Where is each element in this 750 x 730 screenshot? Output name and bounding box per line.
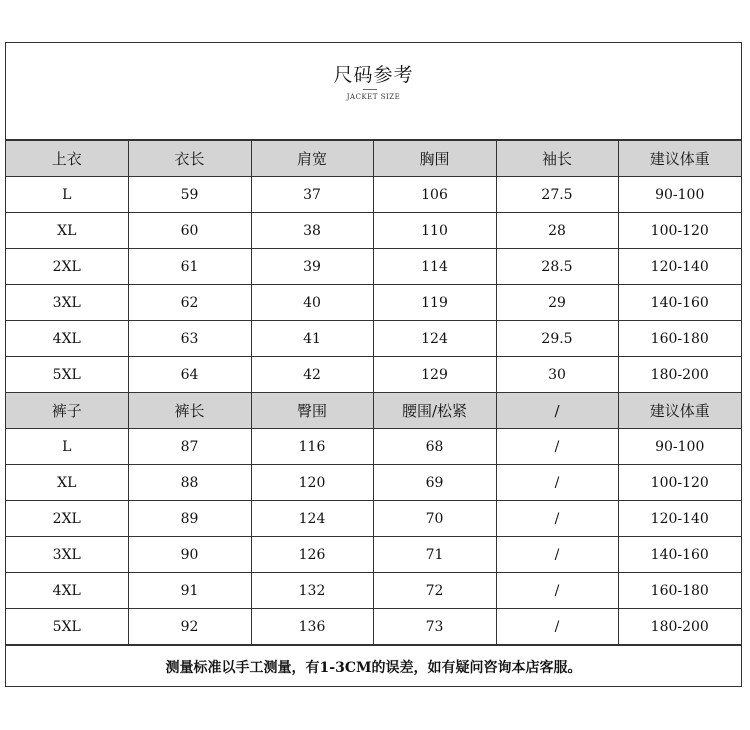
table-cell: / <box>496 429 618 465</box>
table-row <box>6 249 741 285</box>
table-cell: 132 <box>251 573 373 609</box>
table-cell: 2XL <box>6 501 128 537</box>
table-cell: 180-200 <box>618 357 741 393</box>
table-cell: 73 <box>373 609 496 645</box>
table-cell: 116 <box>251 429 373 465</box>
table-row <box>6 177 741 213</box>
size-chart <box>5 42 742 687</box>
title-divider <box>363 89 377 90</box>
top-header-cell: 袖长 <box>496 141 618 177</box>
table-cell: L <box>6 429 128 465</box>
table-cell: 28.5 <box>496 249 618 285</box>
table-cell: 140-160 <box>618 285 741 321</box>
bottom-header-cell: / <box>496 393 618 429</box>
table-cell: 61 <box>128 249 251 285</box>
table-cell: 160-180 <box>618 321 741 357</box>
table-cell: / <box>496 609 618 645</box>
bottom-header-cell: 建议体重 <box>618 393 741 429</box>
table-cell: 5XL <box>6 357 128 393</box>
table-row <box>6 609 741 645</box>
table-cell: 39 <box>251 249 373 285</box>
table-cell: 60 <box>128 213 251 249</box>
table-cell: 92 <box>128 609 251 645</box>
table-cell: 114 <box>373 249 496 285</box>
table-row <box>6 357 741 393</box>
table-cell: 64 <box>128 357 251 393</box>
table-cell: 119 <box>373 285 496 321</box>
size-table <box>6 140 741 645</box>
table-cell: 27.5 <box>496 177 618 213</box>
table-cell: 120 <box>251 465 373 501</box>
table-cell: L <box>6 177 128 213</box>
table-row <box>6 573 741 609</box>
table-cell: 110 <box>373 213 496 249</box>
top-header-cell: 肩宽 <box>251 141 373 177</box>
table-cell: 129 <box>373 357 496 393</box>
table-cell: 89 <box>128 501 251 537</box>
title-area <box>6 43 741 140</box>
top-header-cell: 建议体重 <box>618 141 741 177</box>
table-cell: 90-100 <box>618 429 741 465</box>
table-cell: 62 <box>128 285 251 321</box>
table-cell: 3XL <box>6 537 128 573</box>
table-cell: 90 <box>128 537 251 573</box>
bottom-header-cell: 腰围/松紧 <box>373 393 496 429</box>
table-cell: 4XL <box>6 321 128 357</box>
table-cell: 38 <box>251 213 373 249</box>
table-row <box>6 465 741 501</box>
table-cell: 120-140 <box>618 249 741 285</box>
table-cell: 41 <box>251 321 373 357</box>
table-cell: 126 <box>251 537 373 573</box>
table-cell: 28 <box>496 213 618 249</box>
bottom-header-cell: 裤长 <box>128 393 251 429</box>
table-cell: 71 <box>373 537 496 573</box>
table-cell: / <box>496 573 618 609</box>
table-cell: 30 <box>496 357 618 393</box>
table-cell: 68 <box>373 429 496 465</box>
table-cell: 124 <box>251 501 373 537</box>
table-cell: 88 <box>128 465 251 501</box>
table-cell: 42 <box>251 357 373 393</box>
top-header-cell: 衣长 <box>128 141 251 177</box>
table-cell: 180-200 <box>618 609 741 645</box>
table-cell: 87 <box>128 429 251 465</box>
table-row <box>6 501 741 537</box>
table-cell: 100-120 <box>618 465 741 501</box>
table-cell: XL <box>6 213 128 249</box>
table-cell: 40 <box>251 285 373 321</box>
top-header-cell: 上衣 <box>6 141 128 177</box>
bottom-header-cell: 臀围 <box>251 393 373 429</box>
table-cell: 37 <box>251 177 373 213</box>
table-cell: 29.5 <box>496 321 618 357</box>
measurement-note: 测量标准以手工测量，有1-3CM的误差，如有疑问咨询本店客服。 <box>6 645 741 690</box>
top-header-row <box>6 141 741 177</box>
table-cell: 100-120 <box>618 213 741 249</box>
table-row <box>6 213 741 249</box>
top-header-cell: 胸围 <box>373 141 496 177</box>
table-cell: 90-100 <box>618 177 741 213</box>
table-cell: 70 <box>373 501 496 537</box>
table-cell: / <box>496 537 618 573</box>
table-cell: 5XL <box>6 609 128 645</box>
table-cell: 91 <box>128 573 251 609</box>
table-cell: 3XL <box>6 285 128 321</box>
table-cell: 59 <box>128 177 251 213</box>
table-cell: 63 <box>128 321 251 357</box>
table-cell: 120-140 <box>618 501 741 537</box>
table-cell: XL <box>6 465 128 501</box>
table-cell: 69 <box>373 465 496 501</box>
table-cell: 2XL <box>6 249 128 285</box>
table-cell: 136 <box>251 609 373 645</box>
bottom-header-cell: 裤子 <box>6 393 128 429</box>
chart-title: 尺码参考 <box>333 64 414 86</box>
chart-subtitle: JACKET SIZE <box>346 93 401 101</box>
table-row <box>6 537 741 573</box>
table-cell: 106 <box>373 177 496 213</box>
table-cell: 124 <box>373 321 496 357</box>
table-cell: / <box>496 501 618 537</box>
table-cell: 29 <box>496 285 618 321</box>
table-row <box>6 285 741 321</box>
table-row <box>6 321 741 357</box>
bottom-header-row <box>6 393 741 429</box>
table-cell: 140-160 <box>618 537 741 573</box>
table-row <box>6 429 741 465</box>
table-cell: 72 <box>373 573 496 609</box>
table-cell: / <box>496 465 618 501</box>
table-cell: 160-180 <box>618 573 741 609</box>
table-cell: 4XL <box>6 573 128 609</box>
